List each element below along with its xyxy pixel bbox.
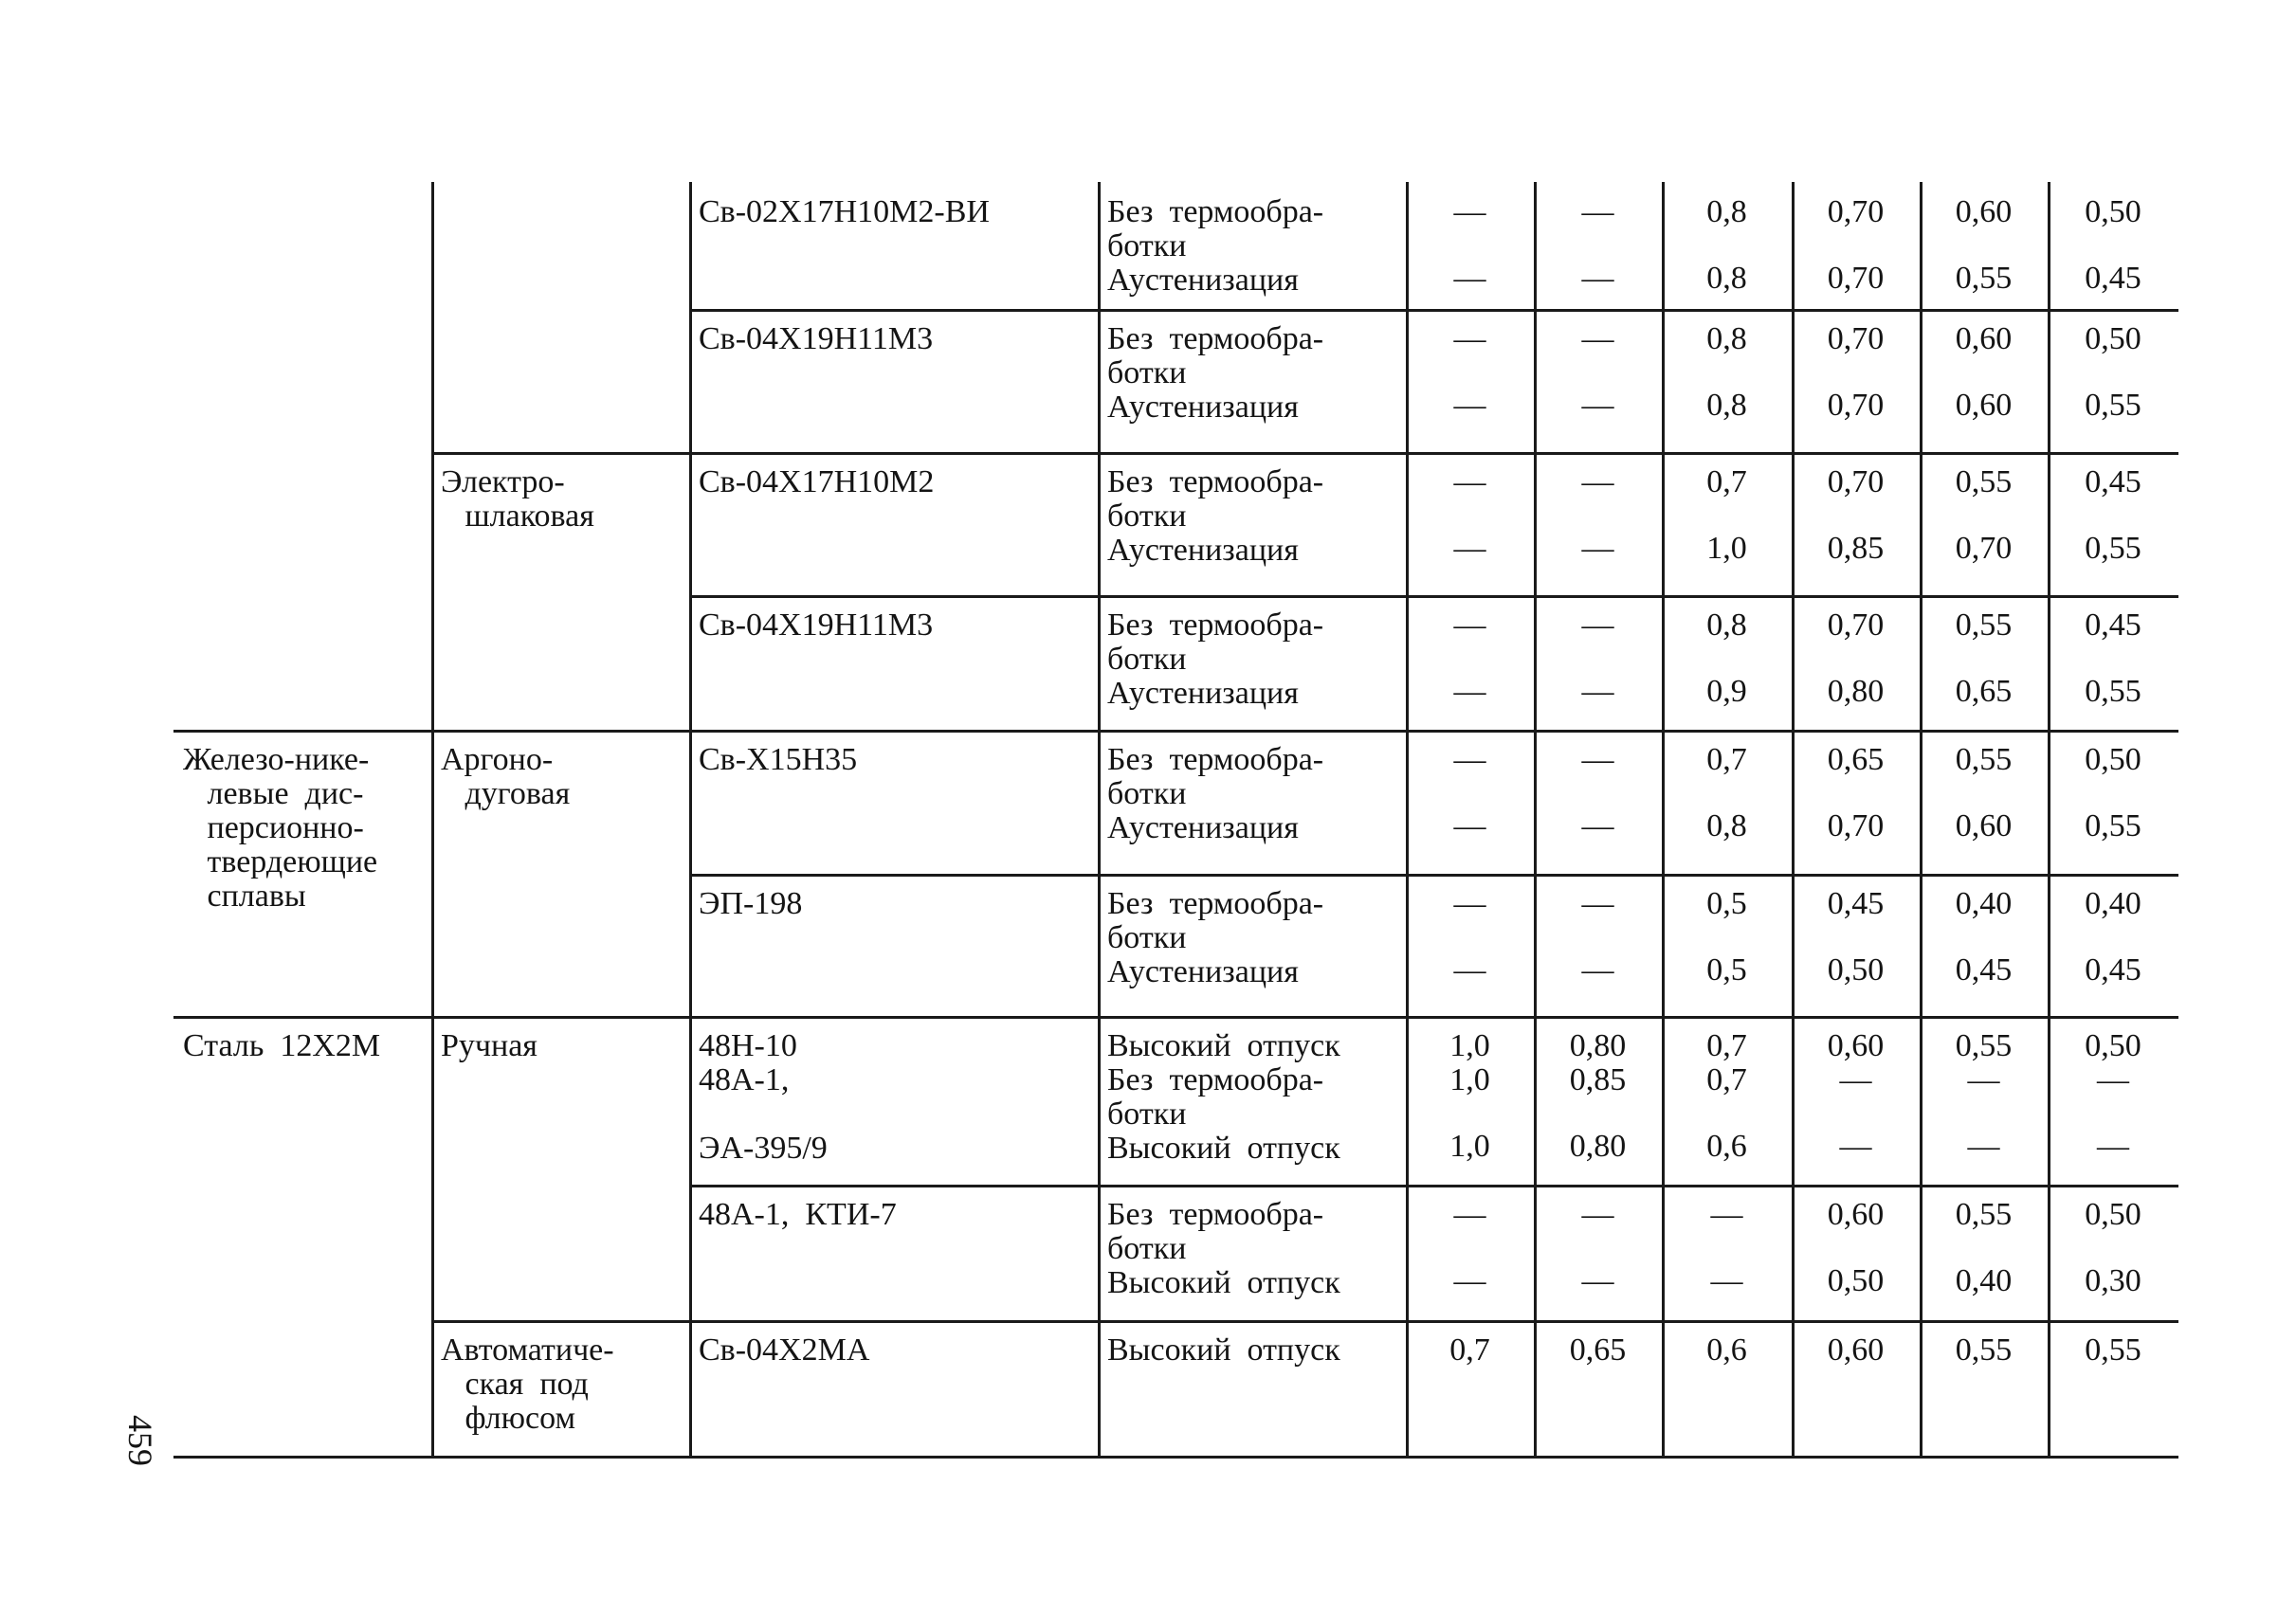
value-cell: 0,7 <box>1706 464 1747 499</box>
value-cell: 0,70 <box>1827 321 1885 356</box>
value-cell: — <box>1839 1062 1872 1097</box>
value-cell: — <box>1453 808 1486 843</box>
value-cell: 0,8 <box>1706 607 1747 643</box>
value-cell: 0,40 <box>1955 886 2013 921</box>
value-cell: 0,5 <box>1706 886 1747 921</box>
page-number: 459 <box>121 1415 159 1466</box>
column-separator <box>689 182 692 1456</box>
value-cell: — <box>1453 464 1486 499</box>
value-cell: — <box>2097 1062 2129 1097</box>
value-cell: 0,70 <box>1827 607 1885 643</box>
value-cell: 0,45 <box>2085 464 2141 499</box>
value-cell: — <box>1710 1263 1743 1298</box>
value-cell: — <box>1453 388 1486 423</box>
value-cell: — <box>1581 321 1614 356</box>
value-cell: 0,6 <box>1706 1129 1747 1164</box>
value-cell: 0,60 <box>1955 194 2013 229</box>
value-cell: 0,65 <box>1827 742 1885 777</box>
heat-treatment-cell: Без термообра- ботки Аустенизация <box>1107 886 1324 989</box>
value-cell: — <box>1453 952 1486 988</box>
heat-treatment-cell: Без термообра- ботки Аустенизация <box>1107 607 1324 711</box>
value-cell: — <box>1453 261 1486 296</box>
value-cell: 0,70 <box>1827 194 1885 229</box>
welding-method-cell: Электро- шлаковая <box>441 464 594 534</box>
value-cell: 0,70 <box>1827 808 1885 843</box>
value-cell: 0,55 <box>1955 1028 2013 1063</box>
value-cell: 0,50 <box>2085 1197 2141 1232</box>
value-cell: — <box>1581 1197 1614 1232</box>
value-cell: — <box>1839 1129 1872 1164</box>
value-cell: 0,60 <box>1955 808 2013 843</box>
value-cell: 0,8 <box>1706 388 1747 423</box>
welding-method-cell: Ручная <box>441 1028 538 1063</box>
wire-grade-cell: Св-Х15Н35 <box>699 742 858 777</box>
heat-treatment-cell: Высокий отпуск <box>1107 1332 1340 1368</box>
wire-grade-cell: Св-04Х2МА <box>699 1332 870 1368</box>
row-separator <box>173 1456 2178 1459</box>
value-cell: 0,65 <box>1569 1332 1627 1368</box>
row-separator <box>173 730 2178 733</box>
value-cell: 0,45 <box>1827 886 1885 921</box>
value-cell: 0,7 <box>1706 1028 1747 1063</box>
value-cell: 0,7 <box>1706 742 1747 777</box>
value-cell: 0,60 <box>1955 321 2013 356</box>
value-cell: 0,70 <box>1955 531 2013 566</box>
value-cell: — <box>1453 674 1486 709</box>
value-cell: — <box>1581 886 1614 921</box>
value-cell: — <box>1453 742 1486 777</box>
value-cell: 0,40 <box>1955 1263 2013 1298</box>
value-cell: 0,85 <box>1827 531 1885 566</box>
value-cell: 0,45 <box>2085 261 2141 296</box>
value-cell: — <box>1581 464 1614 499</box>
value-cell: 0,55 <box>1955 607 2013 643</box>
value-cell: 0,50 <box>2085 1028 2141 1063</box>
value-cell: — <box>1581 194 1614 229</box>
row-separator <box>431 452 2178 455</box>
value-cell: — <box>1453 886 1486 921</box>
value-cell: 0,70 <box>1827 464 1885 499</box>
heat-treatment-cell: Без термообра- ботки Аустенизация <box>1107 194 1324 298</box>
value-cell: 0,8 <box>1706 194 1747 229</box>
value-cell: — <box>1581 388 1614 423</box>
value-cell: 0,80 <box>1569 1028 1627 1063</box>
value-cell: 0,55 <box>1955 1332 2013 1368</box>
value-cell: — <box>1967 1129 2000 1164</box>
wire-grade-cell: 48Н-10 48А-1, ЭА-395/9 <box>699 1028 828 1166</box>
row-separator <box>689 1185 2178 1187</box>
value-cell: 0,8 <box>1706 321 1747 356</box>
value-cell: 0,50 <box>2085 742 2141 777</box>
value-cell: 0,60 <box>1955 388 2013 423</box>
material-cell: Сталь 12Х2М <box>183 1028 381 1063</box>
value-cell: 0,45 <box>2085 952 2141 988</box>
value-cell: 0,30 <box>2085 1263 2141 1298</box>
value-cell: 0,8 <box>1706 808 1747 843</box>
value-cell: 0,70 <box>1827 388 1885 423</box>
value-cell: — <box>1581 607 1614 643</box>
value-cell: 0,55 <box>1955 742 2013 777</box>
value-cell: 0,55 <box>1955 464 2013 499</box>
value-cell: 0,45 <box>1955 952 2013 988</box>
value-cell: — <box>1581 952 1614 988</box>
column-separator <box>431 182 434 1456</box>
value-cell: — <box>1453 321 1486 356</box>
value-cell: — <box>1581 261 1614 296</box>
value-cell: 0,55 <box>2085 674 2141 709</box>
value-cell: 0,40 <box>2085 886 2141 921</box>
heat-treatment-cell: Без термообра- ботки Аустенизация <box>1107 464 1324 568</box>
wire-grade-cell: Св-02Х17Н10М2-ВИ <box>699 194 990 229</box>
row-separator <box>431 1320 2178 1323</box>
value-cell: 0,5 <box>1706 952 1747 988</box>
value-cell: 0,9 <box>1706 674 1747 709</box>
value-cell: — <box>1453 194 1486 229</box>
value-cell: 0,80 <box>1827 674 1885 709</box>
column-separator <box>1098 182 1101 1456</box>
value-cell: 0,50 <box>1827 952 1885 988</box>
value-cell: 0,55 <box>1955 1197 2013 1232</box>
row-separator <box>689 874 2178 877</box>
value-cell: 1,0 <box>1449 1129 1490 1164</box>
value-cell: 0,50 <box>2085 321 2141 356</box>
value-cell: 0,55 <box>1955 261 2013 296</box>
row-separator <box>173 1016 2178 1019</box>
value-cell: 0,60 <box>1827 1332 1885 1368</box>
value-cell: — <box>1967 1062 2000 1097</box>
value-cell: 1,0 <box>1706 531 1747 566</box>
wire-grade-cell: 48А-1, КТИ-7 <box>699 1197 897 1232</box>
value-cell: 0,7 <box>1449 1332 1490 1368</box>
heat-treatment-cell: Без термообра- ботки Аустенизация <box>1107 321 1324 425</box>
value-cell: — <box>1581 808 1614 843</box>
value-cell: — <box>1710 1197 1743 1232</box>
value-cell: 0,6 <box>1706 1332 1747 1368</box>
value-cell: 1,0 <box>1449 1062 1490 1097</box>
value-cell: 0,50 <box>1827 1263 1885 1298</box>
value-cell: 0,60 <box>1827 1197 1885 1232</box>
value-cell: 0,85 <box>1569 1062 1627 1097</box>
value-cell: 0,65 <box>1955 674 2013 709</box>
wire-grade-cell: ЭП-198 <box>699 886 803 921</box>
value-cell: — <box>1581 531 1614 566</box>
value-cell: 0,50 <box>2085 194 2141 229</box>
wire-grade-cell: Св-04Х17Н10М2 <box>699 464 935 499</box>
heat-treatment-cell: Без термообра- ботки Высокий отпуск <box>1107 1197 1340 1300</box>
value-cell: 0,55 <box>2085 808 2141 843</box>
value-cell: 0,60 <box>1827 1028 1885 1063</box>
value-cell: — <box>1581 674 1614 709</box>
value-cell: 0,45 <box>2085 607 2141 643</box>
value-cell: — <box>1453 607 1486 643</box>
welding-method-cell: Аргоно- дуговая <box>441 742 571 811</box>
value-cell: — <box>2097 1129 2129 1164</box>
value-cell: — <box>1581 742 1614 777</box>
value-cell: — <box>1581 1263 1614 1298</box>
wire-grade-cell: Св-04Х19Н11М3 <box>699 321 934 356</box>
value-cell: 0,55 <box>2085 388 2141 423</box>
value-cell: 0,55 <box>2085 531 2141 566</box>
value-cell: 0,8 <box>1706 261 1747 296</box>
heat-treatment-cell: Высокий отпуск Без термообра- ботки Высокий отпуск <box>1107 1028 1340 1166</box>
value-cell: 0,55 <box>2085 1332 2141 1368</box>
welding-method-cell: Автоматиче- ская под флюсом <box>441 1332 614 1436</box>
value-cell: 0,70 <box>1827 261 1885 296</box>
heat-treatment-cell: Без термообра- ботки Аустенизация <box>1107 742 1324 845</box>
value-cell: 0,80 <box>1569 1129 1627 1164</box>
row-separator <box>689 309 2178 312</box>
value-cell: — <box>1453 1263 1486 1298</box>
value-cell: — <box>1453 1197 1486 1232</box>
value-cell: 1,0 <box>1449 1028 1490 1063</box>
wire-grade-cell: Св-04Х19Н11М3 <box>699 607 934 643</box>
value-cell: — <box>1453 531 1486 566</box>
value-cell: 0,7 <box>1706 1062 1747 1097</box>
row-separator <box>689 595 2178 598</box>
material-cell: Железо-нике- левые дис- персионно- твердеющие сплавы <box>183 742 378 914</box>
